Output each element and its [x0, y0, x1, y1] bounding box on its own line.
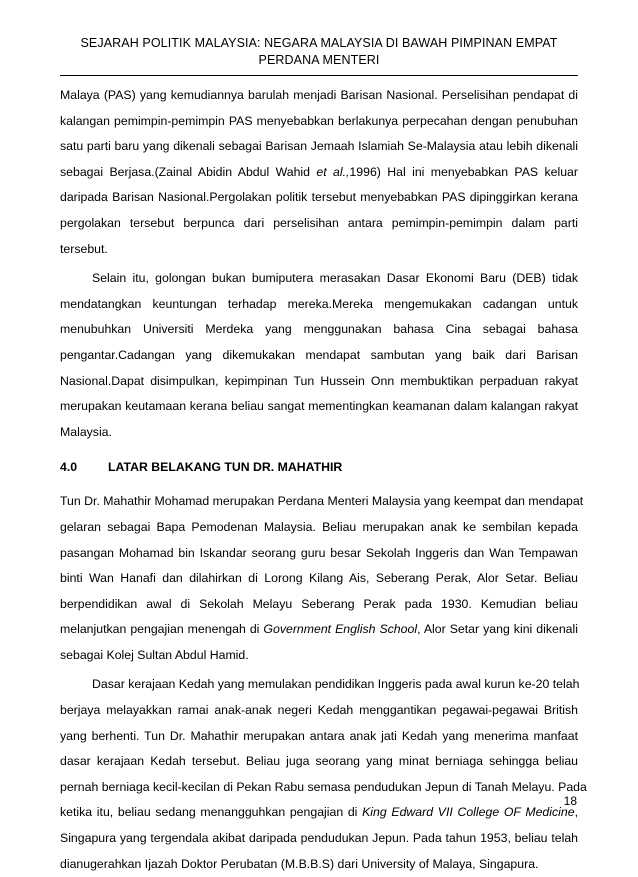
text-line: mendatangkan keuntungan terhadap mereka.Mereka mengemukakan cadangan untuk [60, 296, 578, 311]
text-line: sebagai Kolej Sultan Abdul Hamid. [60, 647, 249, 662]
text-line: pergolakan tersebut berpunca dari perselisihan antara pemimpin-pemimpin dalam parti [60, 215, 578, 230]
text-line: menubuhkan Universiti Merdeka yang menggunakan bahasa Cina sebagai bahasa [60, 322, 578, 337]
text-line: pasangan Mohamad bin Iskandar seorang guru besar Sekolah Inggeris dan Wan Tempawan [60, 545, 578, 560]
text-line: Malaysia. [60, 424, 112, 439]
text-line [60, 160, 578, 186]
italic-school-name: Government English School [263, 622, 418, 637]
text-run: melanjutkan pengajian menengah di [60, 622, 264, 637]
text-line: tersebut. [60, 241, 108, 256]
text-line: Dasar kerajaan Kedah yang memulakan pendidikan Inggeris pada awal kurun ke-20 telah [92, 677, 580, 692]
italic-college-name: King Edward VII College OF Medicine [362, 805, 575, 820]
header-line-2: PERDANA MENTERI [258, 53, 380, 67]
text-run: , Alor Setar yang kini dikenali [417, 622, 578, 637]
text-line: berjaya melayakkan ramai anak-anak negeri Kedah menggantikan pegawai-pegawai British [60, 703, 578, 718]
text-line: yang berhenti. Tun Dr. Mahathir merupakan antara anak jati Kedah yang menerima manfaat [60, 728, 578, 743]
body-text [60, 83, 587, 877]
text-line: Tun Dr. Mahathir Mohamad merupakan Perdana Menteri Malaysia yang keempat dan mendapat [60, 494, 584, 509]
text-line: daripada Barisan Nasional.Pergolakan politik tersebut menyebabkan PAS dipinggirkan kerana [60, 190, 578, 205]
text-run: , [574, 805, 578, 820]
text-line: kalangan pemimpin-pemimpin PAS menyebabkan berlakunya perpecahan dengan penubuhan [60, 113, 578, 128]
section-heading [60, 453, 578, 481]
section-number: 4.0 [60, 460, 78, 475]
text-line: pernah berniaga kecil-kecilan di Pekan Rabu semasa pendudukan Jepun di Tanah Melayu. Pada [60, 779, 587, 794]
text-line: satu parti baru yang dikenali sebagai Barisan Jemaah Islamiah Se-Malaysia atau lebih dikenali [60, 139, 578, 154]
text-line: Nasional.Dapat disimpulkan, kepimpinan Tun Hussein Onn membuktikan perpaduan rakyat [60, 373, 578, 388]
text-run: sebagai Berjasa.(Zainal Abidin Abdul Wahid [60, 164, 317, 179]
text-run: ketika itu, beliau sedang menangguhkan pengajian di [60, 805, 363, 820]
text-line: binti Wan Hanafi dan dilahirkan di Lorong Kilang Ais, Seberang Perak, Alor Setar. Beliau [60, 571, 578, 586]
running-header [60, 35, 578, 69]
text-line: merupakan keutamaan kerana beliau sangat mementingkan keamanan dalam kalangan rakyat [60, 399, 578, 414]
text-line: Selain itu, golongan bukan bumiputera merasakan Dasar Ekonomi Baru (DEB) tidak [92, 271, 578, 286]
text-line: dianugerahkan Ijazah Doktor Perubatan (M.B.B.S) dari University of Malaya, Singapura. [60, 856, 539, 871]
text-line: Singapura yang tergendala akibat daripada pendudukan Jepun. Pada tahun 1953, beliau telah [60, 831, 578, 846]
text-line: berpendidikan awal di Sekolah Melayu Seberang Perak pada 1930. Kemudian beliau [60, 596, 578, 611]
text-line: pengantar.Cadangan yang dikemukakan mendapat sambutan yang baik dari Barisan [60, 347, 578, 362]
text-line: Malaya (PAS) yang kemudiannya barulah menjadi Barisan Nasional. Perselisihan pendapat di [60, 88, 578, 102]
text-line [60, 800, 578, 826]
text-line: dasar kerajaan Kedah tersebut. Beliau juga seorang yang minat berniaga sehingga beliau [60, 754, 578, 769]
text-line: gelaran sebagai Bapa Pemodenan Malaysia. Beliau merupakan anak ke sembilan kepada [60, 519, 578, 534]
paragraph-4 [60, 672, 587, 877]
italic-citation: et al., [316, 164, 350, 179]
text-run: 1996) Hal ini menyebabkan PAS keluar [349, 164, 578, 179]
section-title: LATAR BELAKANG TUN DR. MAHATHIR [108, 460, 343, 475]
paragraph-1 [60, 83, 578, 262]
header-rule [60, 75, 578, 76]
page-number: 18 [563, 794, 577, 808]
paragraph-2 [60, 266, 578, 445]
text-line [60, 617, 578, 643]
paragraph-3 [60, 489, 584, 668]
header-line-1: SEJARAH POLITIK MALAYSIA: NEGARA MALAYSIA DI BAWAH PIMPINAN EMPAT [80, 36, 558, 50]
